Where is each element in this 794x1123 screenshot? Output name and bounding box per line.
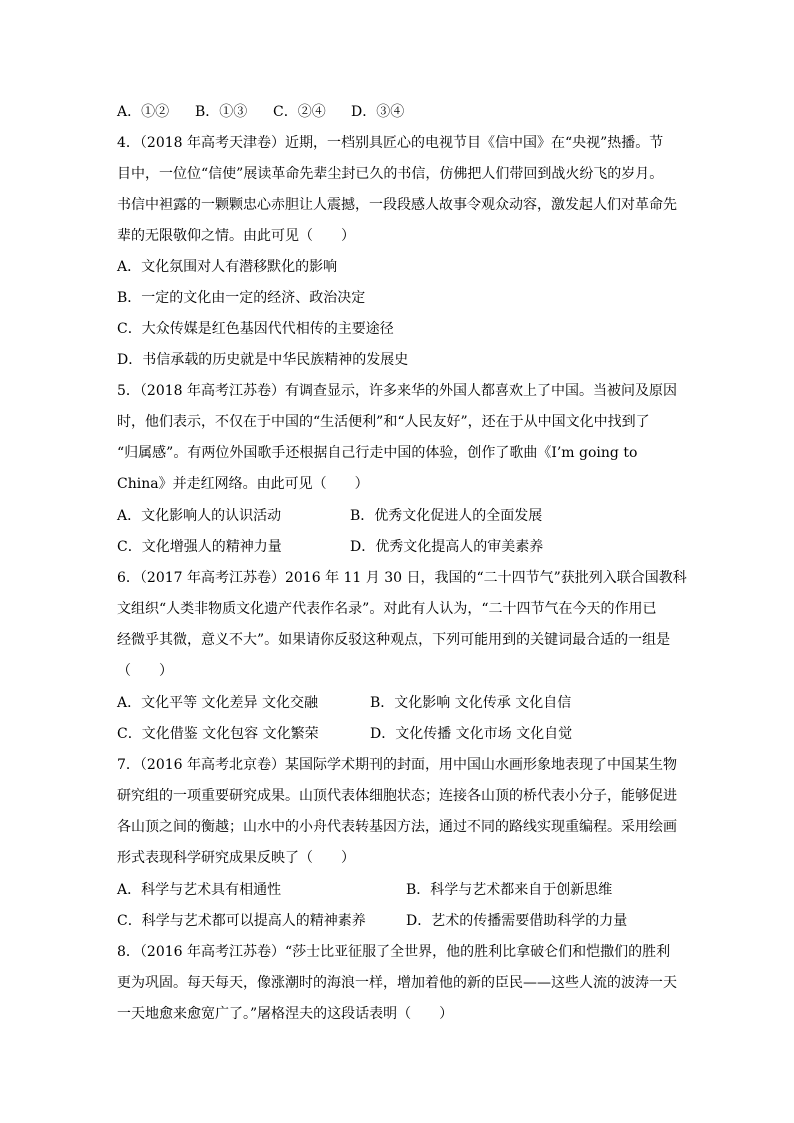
q7-option-c[interactable]: C．科学与艺术都可以提高人的精神素养 [117,913,366,929]
q5-stem-line-3: “归属感”。有两位外国歌手还根据自己行走中国的体验，创作了歌曲《I’m going to [117,445,638,461]
q7-option-b[interactable]: B．科学与艺术都来自于创新思维 [406,882,613,898]
q7-stem-line-3: 各山顶之间的衡越；山水中的小舟代表转基因方法，通过不同的路线实现重编程。采用绘画 [117,819,677,835]
q6-stem-line-1: 6．（2017 年高考江苏卷）2016 年 11 月 30 日，我国的“二十四节气”获批列入联合国教科 [117,570,687,586]
q7-stem-line-4: 形式表现科学研究成果反映了（ ） [117,850,355,866]
q6-option-d[interactable]: D．文化传播 文化市场 文化自觉 [370,726,573,742]
q3-option-c[interactable]: C．②④ [273,104,326,120]
q4-option-c[interactable]: C．大众传媒是红色基因代代相传的主要途径 [117,321,394,337]
q4-stem-line-3: 书信中袒露的一颗颗忠心赤胆让人震撼，一段段感人故事令观众动容，激发起人们对革命先 [117,197,677,213]
q5-option-a[interactable]: A．文化影响人的认识活动 [117,508,282,524]
q3-option-d[interactable]: D．③④ [351,104,405,120]
q5-stem-line-2: 时，他们表示，不仅在于中国的“生活便利”和“人民友好”，还在于从中国文化中找到了 [117,414,650,430]
q5-option-b[interactable]: B．优秀文化促进人的全面发展 [350,508,543,524]
q3-option-a[interactable]: A．①② [117,104,170,120]
q8-stem-line-1: 8．（2016 年高考江苏卷）“莎士比亚征服了全世界，他的胜利比拿破仑们和恺撒们的胜利 [117,944,671,960]
q5-option-c[interactable]: C．文化增强人的精神力量 [117,539,282,555]
q7-stem-line-1: 7．（2016 年高考北京卷）某国际学术期刊的封面，用中国山水画形象地表现了中国某生物 [117,757,677,773]
q4-stem-line-2: 目中，一位位“信使”展读革命先辈尘封已久的书信，仿佛把人们带回到战火纷飞的岁月。 [117,166,664,182]
q4-option-b[interactable]: B．一定的文化由一定的经济、政治决定 [117,290,366,306]
q7-stem-line-2: 研究组的一项重要研究成果。山顶代表体细胞状态；连接各山顶的桥代表小分子，能够促进 [117,788,677,804]
q6-stem-line-3: 经微乎其微，意义不大”。如果请你反驳这种观点，下列可能用到的关键词最合适的一组是 [117,632,671,648]
q7-option-a[interactable]: A．科学与艺术具有相通性 [117,882,282,898]
q6-stem-line-4: （ ） [117,663,173,679]
q4-option-a[interactable]: A．文化氛围对人有潜移默化的影响 [117,259,338,275]
q6-option-a[interactable]: A．文化平等 文化差异 文化交融 [117,695,319,711]
q5-option-d[interactable]: D．优秀文化提高人的审美素养 [350,539,544,555]
q4-stem-line-4: 辈的无限敬仰之情。由此可见（ ） [117,228,355,244]
q6-option-c[interactable]: C．文化借鉴 文化包容 文化繁荣 [117,726,319,742]
q5-stem-line-4: China》并走红网络。由此可见（ ） [117,476,369,492]
q6-option-b[interactable]: B．文化影响 文化传承 文化自信 [370,695,572,711]
q5-stem-line-1: 5．（2018 年高考江苏卷）有调查显示，许多来华的外国人都喜欢上了中国。当被问及原因 [117,383,677,399]
q7-option-d[interactable]: D．艺术的传播需要借助科学的力量 [406,913,628,929]
q4-stem-line-1: 4．（2018 年高考天津卷）近期，一档别具匠心的电视节目《信中国》在“央视”热播。节 [117,135,664,151]
q3-option-b[interactable]: B．①③ [195,104,248,120]
q6-stem-line-2: 文组织“人类非物质文化遗产代表作名录”。对此有人认为，“二十四节气在今天的作用已 [117,601,657,617]
q4-option-d[interactable]: D．书信承载的历史就是中华民族精神的发展史 [117,352,409,368]
q8-stem-line-3: 一天地愈来愈宽广了。”屠格涅夫的这段话表明（ ） [117,1006,454,1022]
q8-stem-line-2: 更为巩固。每天每天，像涨潮时的海浪一样，增加着他的新的臣民——这些人流的波涛一天 [117,975,677,991]
